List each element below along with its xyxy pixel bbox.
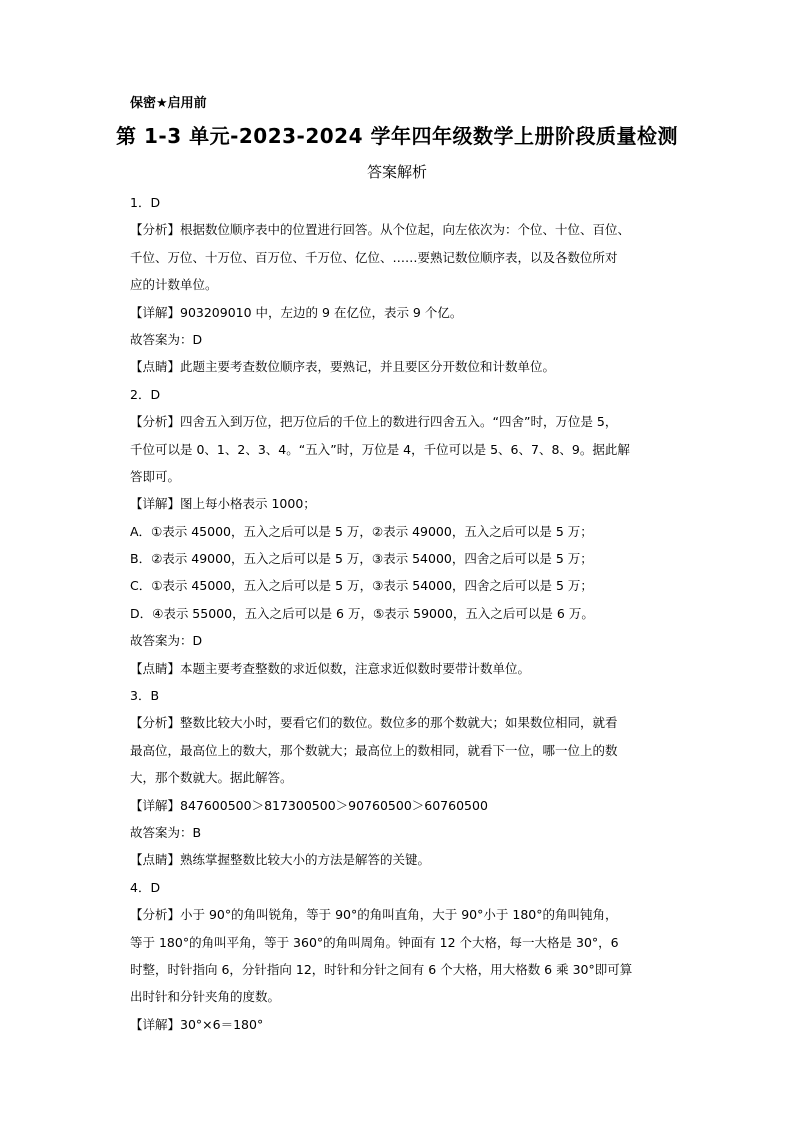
answer-line: 【详解】903209010 中，左边的 9 在亿位，表示 9 个亿。: [130, 304, 463, 320]
answer-line: 【分析】小于 90°的角叫锐角，等于 90°的角叫直角，大于 90°小于 180°的角叫钝角，: [130, 907, 618, 923]
answer-line: B．②表示 49000，五入之后可以是 5 万，③表示 54000，四舍之后可以是 5 万；: [130, 551, 593, 567]
answer-line: 【详解】847600500＞817300500＞90760500＞60760500: [130, 797, 488, 813]
answer-line: 大，那个数就大。据此解答。: [130, 770, 293, 786]
answer-line: A．①表示 45000，五入之后可以是 5 万，②表示 49000，五入之后可以是 5 万；: [130, 523, 593, 539]
answer-line: 【详解】30°×6＝180°: [130, 1016, 264, 1032]
answer-line: 故答案为：B: [130, 824, 202, 840]
answer-line: 3．B: [130, 688, 160, 704]
answer-line: C．①表示 45000，五入之后可以是 5 万，③表示 54000，四舍之后可以是 5 万；: [130, 578, 593, 594]
answer-line: 【分析】四舍五入到万位，把万位后的千位上的数进行四舍五入。“四舍”时，万位是 5，: [130, 414, 618, 430]
answer-line: 【点睛】此题主要考查数位顺序表，要熟记，并且要区分开数位和计数单位。: [130, 359, 556, 375]
answer-line: 最高位，最高位上的数大，那个数就大；最高位上的数相同，就看下一位，哪一位上的数: [130, 742, 618, 758]
answer-line: 出时针和分针夹角的度数。: [130, 989, 281, 1005]
answer-line: 【点睛】熟练掌握整数比较大小的方法是解答的关键。: [130, 852, 431, 868]
page-subtitle: 答案解析: [366, 163, 427, 181]
answer-line: 4．D: [130, 879, 161, 895]
answer-line: 故答案为：D: [130, 633, 203, 649]
answer-line: 千位、万位、十万位、百万位、千万位、亿位、……要熟记数位顺序表，以及各数位所对: [130, 249, 618, 265]
page-title: 第 1-3 单元-2023-2024 学年四年级数学上册阶段质量检测: [116, 124, 678, 148]
answer-line: 2．D: [130, 386, 161, 402]
answer-line: 时整，时针指向 6，分针指向 12，时针和分针之间有 6 个大格，用大格数 6 乘 30°即可算: [130, 961, 633, 977]
answer-line: 答即可。: [130, 468, 181, 484]
answer-line: 【分析】根据数位顺序表中的位置进行回答。从个位起，向左依次为：个位、十位、百位、: [130, 222, 631, 238]
answer-line: 【点睛】本题主要考查整数的求近似数，注意求近似数时要带计数单位。: [130, 660, 531, 676]
answer-content: [130, 189, 670, 1038]
answer-line: 故答案为：D: [130, 331, 203, 347]
answer-line: 应的计数单位。: [130, 277, 218, 293]
answer-line: 千位可以是 0、1、2、3、4。“五入”时，万位是 4，千位可以是 5、6、7、8、9。据此解: [130, 441, 630, 457]
answer-line: D．④表示 55000，五入之后可以是 6 万，⑤表示 59000，五入之后可以是 6 万。: [130, 605, 594, 621]
answer-line: 【分析】整数比较大小时，要看它们的数位。数位多的那个数就大；如果数位相同，就看: [130, 715, 618, 731]
confidential-label: 保密★启用前: [130, 96, 207, 111]
answer-line: 1．D: [130, 195, 161, 210]
answer-line: 【详解】图上每小格表示 1000；: [130, 496, 316, 512]
answer-line: 等于 180°的角叫平角，等于 360°的角叫周角。钟面有 12 个大格，每一大格是 30°，6: [130, 934, 619, 950]
